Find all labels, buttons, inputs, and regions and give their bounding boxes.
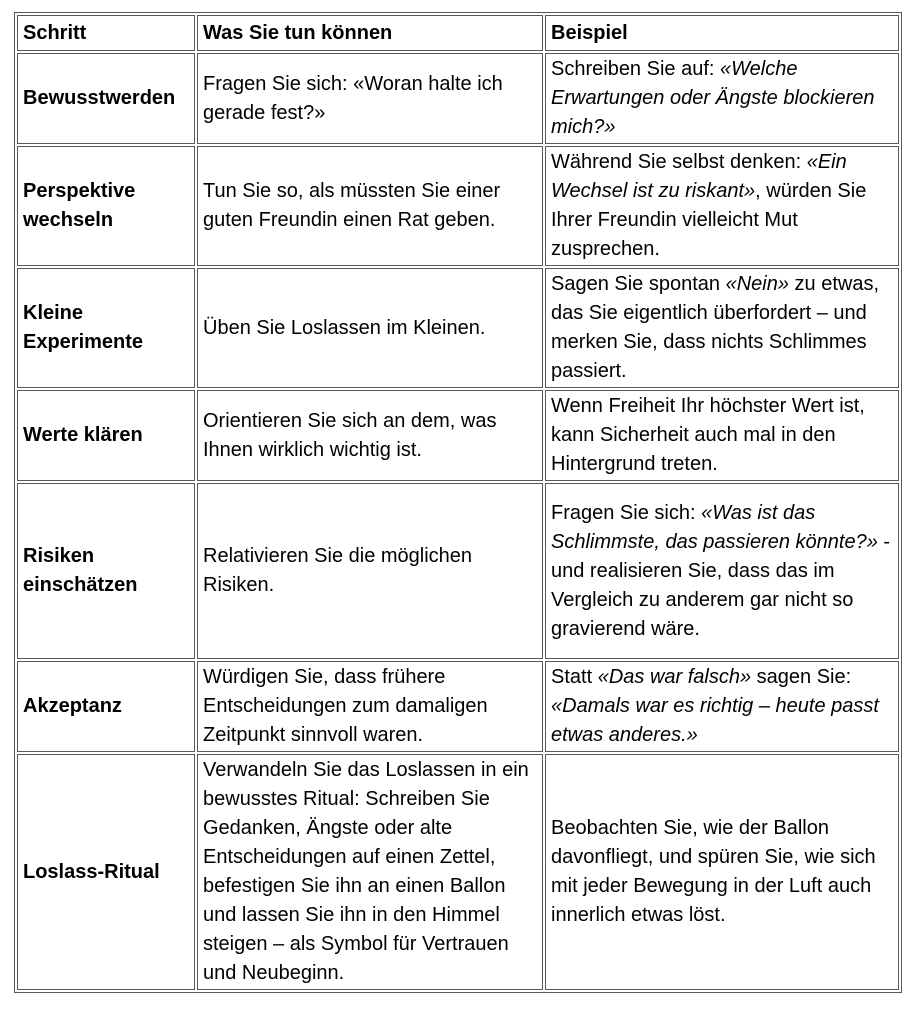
cell-aktion: Verwandeln Sie das Loslassen in ein bewusstes Ritual: Schreiben Sie Gedanken, Ängste oder alte Entscheidungen auf einen Zettel, befestigen Sie ihn an einen Ballon und lassen Sie ihn in den Himmel steigen – als Symbol für Vertrauen und Neubeginn.: [197, 754, 543, 990]
column-header-was-sie-tun-koennen: Was Sie tun können: [197, 15, 543, 51]
table-row: [17, 146, 899, 266]
cell-aktion: Orientieren Sie sich an dem, was Ihnen wirklich wichtig ist.: [197, 390, 543, 481]
cell-beispiel: Wenn Freiheit Ihr höchster Wert ist, kann Sicherheit auch mal in den Hintergrund treten.: [545, 390, 899, 481]
cell-aktion: Üben Sie Loslassen im Kleinen.: [197, 268, 543, 388]
cell-beispiel: Schreiben Sie auf: «Welche Erwartungen oder Ängste blockieren mich?»: [545, 53, 899, 144]
table-header-row: [17, 15, 899, 51]
cell-schritt: Bewusstwerden: [17, 53, 195, 144]
cell-aktion: Tun Sie so, als müssten Sie einer guten Freundin einen Rat geben.: [197, 146, 543, 266]
cell-aktion: Fragen Sie sich: «Woran halte ich gerade fest?»: [197, 53, 543, 144]
table-row: [17, 483, 899, 659]
column-header-schritt: Schritt: [17, 15, 195, 51]
cell-schritt: Perspektive wechseln: [17, 146, 195, 266]
cell-schritt: Loslass-Ritual: [17, 754, 195, 990]
cell-aktion: Würdigen Sie, dass frühere Entscheidungen zum damaligen Zeitpunkt sinnvoll waren.: [197, 661, 543, 752]
cell-schritt: Akzeptanz: [17, 661, 195, 752]
cell-beispiel: Während Sie selbst denken: «Ein Wechsel ist zu riskant», würden Sie Ihrer Freundin vielleicht Mut zusprechen.: [545, 146, 899, 266]
cell-schritt: Kleine Experimente: [17, 268, 195, 388]
cell-schritt: Werte klären: [17, 390, 195, 481]
table-row: [17, 268, 899, 388]
table-row: [17, 390, 899, 481]
cell-beispiel: Statt «Das war falsch» sagen Sie: «Damals war es richtig – heute passt etwas anderes.»: [545, 661, 899, 752]
cell-beispiel: Sagen Sie spontan «Nein» zu etwas, das Sie eigentlich überfordert – und merken Sie, dass nichts Schlimmes passiert.: [545, 268, 899, 388]
table-row: [17, 661, 899, 752]
cell-beispiel: Fragen Sie sich: «Was ist das Schlimmste, das passieren könnte?» - und realisieren Sie, dass das im Vergleich zu anderem gar nicht so gravierend wäre.: [545, 483, 899, 659]
column-header-beispiel: Beispiel: [545, 15, 899, 51]
table-row: [17, 53, 899, 144]
table-row: [17, 754, 899, 990]
cell-aktion: Relativieren Sie die möglichen Risiken.: [197, 483, 543, 659]
cell-schritt: Risiken einschätzen: [17, 483, 195, 659]
letting-go-steps-table: [14, 12, 902, 993]
cell-beispiel: Beobachten Sie, wie der Ballon davonfliegt, und spüren Sie, wie sich mit jeder Bewegung in der Luft auch innerlich etwas löst.: [545, 754, 899, 990]
